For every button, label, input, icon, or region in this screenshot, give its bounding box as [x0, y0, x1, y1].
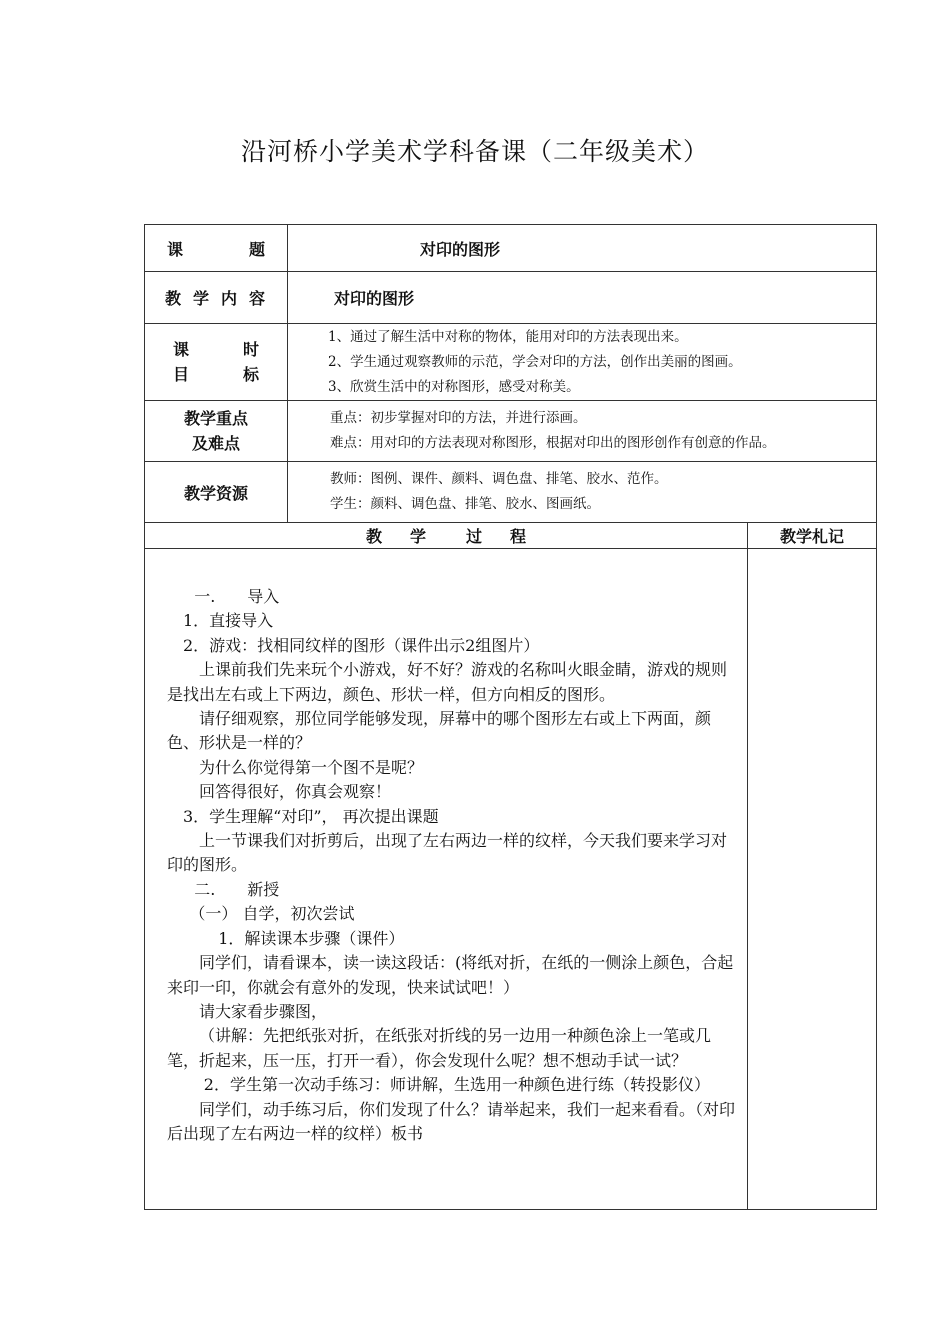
- keypoint-item: 重点：初步掌握对印的方法，并进行添画。: [330, 410, 587, 426]
- process-line: 同学们，请看课本，读一读这段话：(将纸对折，在纸的一侧涂上颜色，合起来印一印，你就会有意外的发现，快来试试吧！）: [167, 953, 734, 997]
- process-line: 2．游戏：找相同纹样的图形（课件出示2组图片）: [183, 635, 540, 655]
- row-process-body: [145, 549, 877, 1210]
- process-line: 二. 新授: [194, 879, 280, 899]
- keypoints-label-cell: [145, 401, 288, 462]
- resource-item: 学生：颜料、调色盘、排笔、胶水、图画纸。: [330, 496, 600, 512]
- content-value-cell: [288, 272, 877, 324]
- goals-label-b1: 目: [173, 365, 190, 384]
- row-resources: [145, 462, 877, 523]
- process-body-cell: [145, 549, 748, 1210]
- content-label-2: 学: [192, 289, 209, 308]
- content-label-1: 教: [165, 289, 182, 308]
- resources-cell: [288, 462, 877, 523]
- topic-value-cell: [288, 225, 877, 272]
- process-header-1: 教: [365, 527, 382, 546]
- process-line: 1．直接导入: [183, 611, 274, 631]
- topic-label-cell: [145, 225, 288, 272]
- keypoints-cell: [288, 401, 877, 462]
- notes-header: 教学札记: [780, 527, 845, 546]
- goals-label-a1: 课: [173, 340, 190, 359]
- row-keypoints: [145, 401, 877, 462]
- notes-body-cell: [748, 549, 877, 1210]
- content-label-cell: [145, 272, 288, 324]
- goal-item: 2、学生通过观察教师的示范，学会对印的方法，创作出美丽的图画。: [328, 353, 742, 370]
- process-line: 上课前我们先来玩个小游戏，好不好？游戏的名称叫火眼金睛，游戏的规则是找出左右或上下两边，颜色、形状一样，但方向相反的图形。: [167, 660, 728, 704]
- lesson-plan-table: [144, 224, 877, 1210]
- goals-label-b2: 标: [242, 365, 259, 384]
- process-line: 同学们，动手练习后，你们发现了什么？请举起来，我们一起来看看。（对印后出现了左右两边一样的纹样）板书: [167, 1099, 736, 1143]
- content-label-4: 容: [248, 289, 265, 308]
- process-line: 请仔细观察，那位同学能够发现，屏幕中的哪个图形左右或上下两面，颜色、形状是一样的？: [167, 709, 712, 753]
- process-line: （讲解：先把纸张对折，在纸张对折线的另一边用一种颜色涂上一笔或几笔，折起来，压一压，打开一看），你会发现什么呢？想不想动手试一试？: [167, 1026, 712, 1070]
- page-title: 沿河桥小学美术学科备课（二年级美术）: [240, 137, 709, 166]
- resource-item: 教师：图例、课件、颜料、调色盘、排笔、胶水、范作。: [330, 471, 668, 487]
- keypoint-item: 难点：用对印的方法表现对称图形，根据对印出的图形创作有创意的作品。: [330, 435, 776, 451]
- process-line: 一. 导入: [194, 587, 280, 606]
- process-line: 1．解读课本步骤（课件）: [218, 928, 405, 948]
- process-header-4: 程: [510, 527, 527, 546]
- resources-label: 教学资源: [183, 483, 248, 503]
- keypoints-label-a: 教学重点: [183, 409, 248, 428]
- row-content: [145, 272, 877, 324]
- process-header-2: 学: [409, 527, 426, 546]
- row-goals: [145, 324, 877, 401]
- goals-label-cell: [145, 324, 288, 401]
- goal-item: 3、欣赏生活中的对称图形，感受对称美。: [328, 378, 580, 395]
- process-line: 3．学生理解“对印”， 再次提出课题: [183, 806, 439, 826]
- goals-cell: [288, 324, 877, 401]
- topic-label-a: 课: [167, 239, 184, 259]
- process-header-cell: [145, 523, 748, 549]
- row-process-header: [145, 523, 877, 549]
- process-line: 请大家看步骤图，: [199, 1001, 328, 1021]
- process-line: 上一节课我们对折剪后，出现了左右两边一样的纹样，今天我们要来学习对印的图形。: [167, 831, 728, 875]
- row-topic: [145, 225, 877, 272]
- topic-value: 对印的图形: [420, 239, 501, 259]
- process-line: 为什么你觉得第一个图不是呢？: [199, 757, 424, 777]
- process-line: （一） 自学，初次尝试: [189, 904, 355, 924]
- goal-item: 1、通过了解生活中对称的物体，能用对印的方法表现出来。: [328, 328, 688, 345]
- process-line: 2．学生第一次动手练习：师讲解，生选用一种颜色进行练（转投影仪）: [203, 1075, 710, 1095]
- notes-header-cell: [748, 523, 877, 549]
- resources-label-cell: [145, 462, 288, 523]
- keypoints-label-b: 及难点: [191, 434, 240, 453]
- process-line: 回答得很好，你真会观察！: [199, 782, 392, 802]
- process-header-3: 过: [466, 527, 483, 546]
- content-value: 对印的图形: [334, 289, 415, 308]
- topic-label-b: 题: [248, 239, 265, 259]
- goals-label-a2: 时: [242, 340, 259, 359]
- content-label-3: 内: [220, 289, 237, 308]
